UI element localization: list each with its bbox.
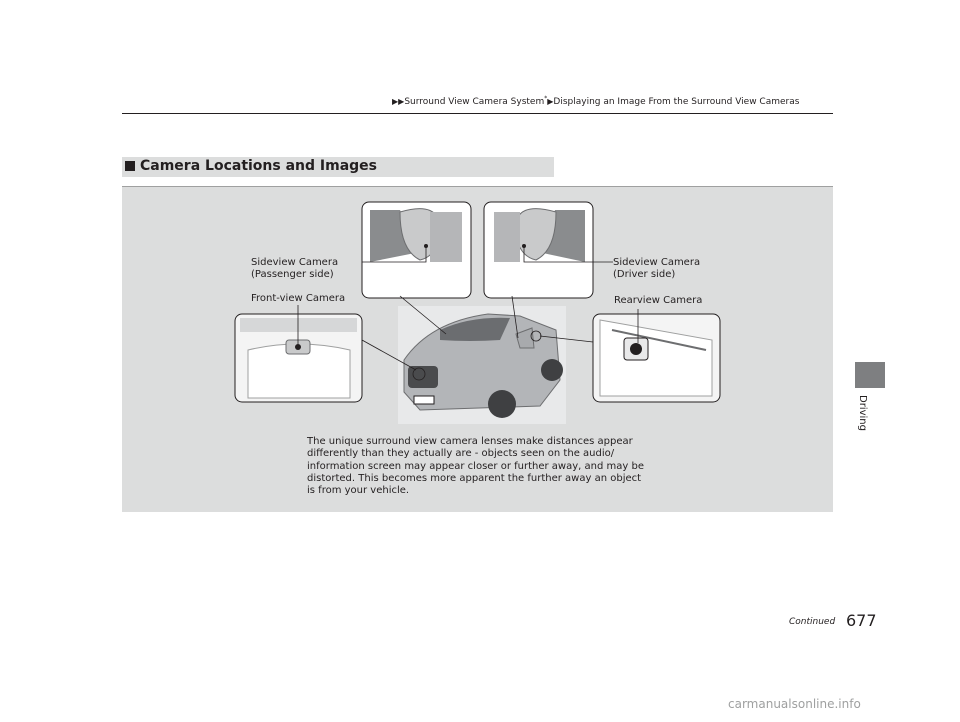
chapter-tab[interactable]: [855, 362, 885, 388]
front-camera-panel: [235, 305, 362, 402]
driver-mirror-panel: [484, 202, 613, 298]
sideview-driver-label-line1: Sideview Camera: [613, 257, 701, 268]
breadcrumb-arrow-icon: ▶▶: [392, 97, 405, 106]
rear-camera-panel: [593, 309, 720, 402]
page-number: 677: [846, 611, 877, 630]
section-title: Camera Locations and Images: [140, 158, 378, 174]
chapter-tab-label: Driving: [857, 395, 868, 431]
sideview-driver-label: [613, 257, 700, 281]
passenger-mirror-panel: [362, 202, 471, 298]
breadcrumb-asterisk: *: [544, 95, 548, 102]
continued-label: Continued: [789, 617, 836, 627]
sideview-passenger-label: [251, 257, 338, 281]
watermark: carmanualsonline.info: [728, 697, 861, 711]
sideview-driver-label-line2: (Driver side): [613, 269, 676, 280]
breadcrumb-arrow-icon: ▶: [547, 97, 554, 106]
breadcrumb-item-2[interactable]: Displaying an Image From the Surround View Cameras: [553, 97, 800, 107]
rearview-camera-label: Rearview Camera: [614, 295, 703, 306]
vehicle-illustration: [398, 306, 566, 424]
distortion-note: The unique surround view camera lenses make distances appear differently than they actually are - objects seen on the audio/ information screen may appear closer or further away, and may be distorted. This becomes more apparent the further away an object is from your vehicle.: [307, 436, 644, 497]
breadcrumb-item-1[interactable]: Surround View Camera System: [404, 97, 545, 107]
sideview-passenger-label-line1: Sideview Camera: [251, 257, 339, 268]
front-view-camera-label: Front-view Camera: [251, 293, 346, 304]
sideview-passenger-label-line2: (Passenger side): [251, 269, 334, 280]
